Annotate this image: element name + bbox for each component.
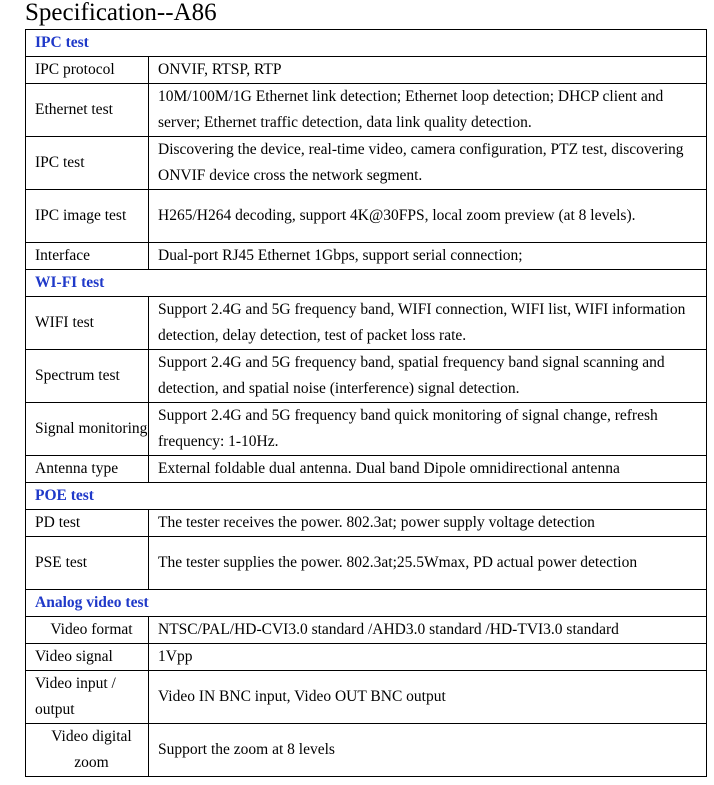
page-title: Specification--A86 bbox=[25, 0, 217, 26]
table-row bbox=[26, 190, 707, 243]
section-heading: Analog video test bbox=[26, 590, 707, 617]
table-row bbox=[26, 617, 707, 644]
row-label: Video digital zoom bbox=[26, 724, 149, 777]
section-header-row bbox=[26, 483, 707, 510]
table-row bbox=[26, 137, 707, 190]
section-header-row bbox=[26, 30, 707, 57]
row-value: H265/H264 decoding, support 4K@30FPS, local zoom preview (at 8 levels). bbox=[149, 190, 707, 243]
row-label: Video signal bbox=[26, 644, 149, 671]
row-value: Support 2.4G and 5G frequency band quick monitoring of signal change, refresh frequency: 1-10Hz. bbox=[149, 403, 707, 456]
row-value: Support 2.4G and 5G frequency band, WIFI connection, WIFI list, WIFI information detection, delay detection, test of packet loss rate. bbox=[149, 297, 707, 350]
table-row bbox=[26, 243, 707, 270]
row-label: IPC test bbox=[26, 137, 149, 190]
row-label: Signal monitoring bbox=[26, 403, 149, 456]
row-label: IPC protocol bbox=[26, 57, 149, 84]
row-label: PD test bbox=[26, 510, 149, 537]
row-value: NTSC/PAL/HD-CVI3.0 standard /AHD3.0 standard /HD-TVI3.0 standard bbox=[149, 617, 707, 644]
row-value: 10M/100M/1G Ethernet link detection; Ethernet loop detection; DHCP client and server; Ethernet traffic detection, data link quality detection. bbox=[149, 84, 707, 137]
spec-table bbox=[25, 29, 707, 777]
row-value: Support the zoom at 8 levels bbox=[149, 724, 707, 777]
section-heading: IPC test bbox=[26, 30, 707, 57]
row-value: Video IN BNC input, Video OUT BNC output bbox=[149, 671, 707, 724]
row-value: Discovering the device, real-time video, camera configuration, PTZ test, discovering ONVIF device cross the network segment. bbox=[149, 137, 707, 190]
row-value: Support 2.4G and 5G frequency band, spatial frequency band signal scanning and detection, and spatial noise (interference) signal detection. bbox=[149, 350, 707, 403]
table-row bbox=[26, 456, 707, 483]
row-label: Video input / output bbox=[26, 671, 149, 724]
table-row bbox=[26, 510, 707, 537]
row-value: ONVIF, RTSP, RTP bbox=[149, 57, 707, 84]
table-row bbox=[26, 644, 707, 671]
row-label: IPC image test bbox=[26, 190, 149, 243]
section-heading: WI-FI test bbox=[26, 270, 707, 297]
table-row bbox=[26, 84, 707, 137]
table-row bbox=[26, 403, 707, 456]
table-row bbox=[26, 671, 707, 724]
section-heading: POE test bbox=[26, 483, 707, 510]
table-row bbox=[26, 724, 707, 777]
row-label: Antenna type bbox=[26, 456, 149, 483]
row-label: Interface bbox=[26, 243, 149, 270]
section-header-row bbox=[26, 590, 707, 617]
section-header-row bbox=[26, 270, 707, 297]
table-row bbox=[26, 57, 707, 84]
table-row bbox=[26, 537, 707, 590]
row-value: The tester receives the power. 802.3at; power supply voltage detection bbox=[149, 510, 707, 537]
row-value: External foldable dual antenna. Dual band Dipole omnidirectional antenna bbox=[149, 456, 707, 483]
row-label: PSE test bbox=[26, 537, 149, 590]
row-value: 1Vpp bbox=[149, 644, 707, 671]
row-label: Video format bbox=[26, 617, 149, 644]
row-label: Ethernet test bbox=[26, 84, 149, 137]
row-label: WIFI test bbox=[26, 297, 149, 350]
row-value: The tester supplies the power. 802.3at;25.5Wmax, PD actual power detection bbox=[149, 537, 707, 590]
row-value: Dual-port RJ45 Ethernet 1Gbps, support serial connection; bbox=[149, 243, 707, 270]
row-label: Spectrum test bbox=[26, 350, 149, 403]
table-row bbox=[26, 297, 707, 350]
table-row bbox=[26, 350, 707, 403]
